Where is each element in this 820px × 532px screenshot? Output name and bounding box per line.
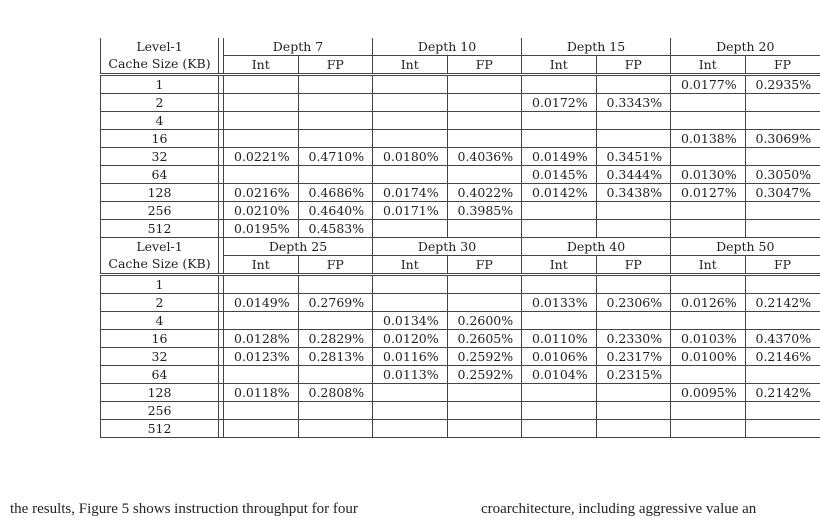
- fp-value-cell: [298, 166, 373, 184]
- fp-value-cell: [298, 420, 373, 438]
- table1-subheader-row: [101, 56, 820, 75]
- fp-value-cell: 0.2146%: [745, 348, 820, 366]
- int-value-cell: 0.0127%: [671, 184, 746, 202]
- int-value-cell: 0.0100%: [671, 348, 746, 366]
- fp-value-cell: 0.3444%: [596, 166, 671, 184]
- table-row: [101, 184, 820, 202]
- cache-size-cell: 16: [101, 130, 219, 148]
- int-value-cell: [224, 94, 299, 112]
- cache-size-cell: 4: [101, 112, 219, 130]
- fp-value-cell: [298, 112, 373, 130]
- fp-value-cell: [745, 366, 820, 384]
- int-value-cell: [224, 312, 299, 330]
- int-value-cell: 0.0116%: [373, 348, 448, 366]
- fp-value-cell: 0.2592%: [447, 366, 522, 384]
- fp-value-cell: [745, 402, 820, 420]
- int-value-cell: 0.0126%: [671, 294, 746, 312]
- fp-value-cell: [596, 384, 671, 402]
- table-row: [101, 330, 820, 348]
- int-value-cell: [522, 275, 597, 294]
- int-value-cell: 0.0149%: [224, 294, 299, 312]
- int-value-cell: [522, 402, 597, 420]
- fp-value-cell: 0.3050%: [745, 166, 820, 184]
- int-value-cell: [522, 112, 597, 130]
- int-value-cell: 0.0134%: [373, 312, 448, 330]
- fp-value-cell: [596, 202, 671, 220]
- fp-value-cell: [447, 112, 522, 130]
- fp-header: FP: [745, 56, 820, 75]
- body-text-left-column: the results, Figure 5 shows instruction throughput for four: [10, 501, 358, 517]
- int-value-cell: [373, 402, 448, 420]
- fp-value-cell: [447, 420, 522, 438]
- fp-value-cell: 0.3438%: [596, 184, 671, 202]
- int-value-cell: [522, 75, 597, 94]
- int-value-cell: [671, 220, 746, 238]
- fp-header: FP: [596, 256, 671, 275]
- fp-value-cell: [745, 420, 820, 438]
- fp-value-cell: [298, 275, 373, 294]
- int-value-cell: [671, 112, 746, 130]
- cache-size-cell: 64: [101, 166, 219, 184]
- int-value-cell: 0.0106%: [522, 348, 597, 366]
- table2-body: [101, 275, 820, 438]
- fp-value-cell: [745, 148, 820, 166]
- fp-value-cell: 0.2306%: [596, 294, 671, 312]
- int-header: Int: [671, 56, 746, 75]
- table-row: [101, 112, 820, 130]
- cache-size-cell: 16: [101, 330, 219, 348]
- fp-value-cell: 0.2592%: [447, 348, 522, 366]
- cache-size-cell: 512: [101, 420, 219, 438]
- fp-value-cell: 0.2813%: [298, 348, 373, 366]
- cache-size-cell: 512: [101, 220, 219, 238]
- cache-size-cell: 256: [101, 202, 219, 220]
- fp-value-cell: [745, 220, 820, 238]
- int-header: Int: [224, 256, 299, 275]
- int-value-cell: [224, 402, 299, 420]
- int-value-cell: 0.0110%: [522, 330, 597, 348]
- table-row: [101, 220, 820, 238]
- cache-size-cell: 1: [101, 275, 219, 294]
- fp-value-cell: [447, 166, 522, 184]
- fp-header: FP: [447, 56, 522, 75]
- int-value-cell: 0.0174%: [373, 184, 448, 202]
- fp-value-cell: 0.2317%: [596, 348, 671, 366]
- int-value-cell: 0.0177%: [671, 75, 746, 94]
- fp-header: FP: [596, 56, 671, 75]
- int-value-cell: [522, 312, 597, 330]
- int-value-cell: [224, 75, 299, 94]
- fp-value-cell: 0.4583%: [298, 220, 373, 238]
- table-row: [101, 348, 820, 366]
- table-row: [101, 94, 820, 112]
- fp-header: FP: [298, 256, 373, 275]
- body-text-right-column: croarchitecture, including aggressive value an: [481, 501, 757, 517]
- int-value-cell: [671, 312, 746, 330]
- cache-size-cell: 32: [101, 148, 219, 166]
- fp-value-cell: [298, 130, 373, 148]
- int-value-cell: [373, 384, 448, 402]
- fp-value-cell: [596, 220, 671, 238]
- fp-value-cell: 0.2315%: [596, 366, 671, 384]
- int-value-cell: 0.0104%: [522, 366, 597, 384]
- int-value-cell: [224, 420, 299, 438]
- table-row: [101, 420, 820, 438]
- table-row: [101, 402, 820, 420]
- depth-header: Depth 50: [671, 238, 820, 256]
- fp-value-cell: 0.2808%: [298, 384, 373, 402]
- depth-header: Depth 40: [522, 238, 671, 256]
- int-value-cell: [522, 220, 597, 238]
- int-value-cell: [671, 202, 746, 220]
- fp-header: FP: [745, 256, 820, 275]
- cache-size-header: Level-1: [101, 238, 219, 256]
- int-value-cell: 0.0210%: [224, 202, 299, 220]
- table2-header-row: [101, 238, 820, 256]
- fp-value-cell: 0.2330%: [596, 330, 671, 348]
- int-value-cell: [522, 420, 597, 438]
- fp-value-cell: [596, 312, 671, 330]
- fp-value-cell: 0.2935%: [745, 75, 820, 94]
- int-value-cell: 0.0103%: [671, 330, 746, 348]
- int-value-cell: [373, 420, 448, 438]
- int-value-cell: 0.0138%: [671, 130, 746, 148]
- table-row: [101, 130, 820, 148]
- fp-header: FP: [447, 256, 522, 275]
- table-row: [101, 75, 820, 94]
- fp-value-cell: [596, 420, 671, 438]
- fp-value-cell: 0.3069%: [745, 130, 820, 148]
- fp-value-cell: 0.3985%: [447, 202, 522, 220]
- fp-value-cell: 0.3047%: [745, 184, 820, 202]
- int-value-cell: 0.0216%: [224, 184, 299, 202]
- int-value-cell: [373, 130, 448, 148]
- depth-header: Depth 7: [224, 38, 373, 56]
- int-value-cell: [522, 202, 597, 220]
- cache-size-cell: 2: [101, 94, 219, 112]
- cache-size-cell: 256: [101, 402, 219, 420]
- fp-value-cell: [745, 312, 820, 330]
- fp-value-cell: 0.3451%: [596, 148, 671, 166]
- fp-value-cell: 0.4686%: [298, 184, 373, 202]
- fp-value-cell: 0.2769%: [298, 294, 373, 312]
- cache-size-cell: 64: [101, 366, 219, 384]
- int-value-cell: [373, 275, 448, 294]
- int-value-cell: [671, 402, 746, 420]
- fp-value-cell: [745, 94, 820, 112]
- fp-value-cell: [298, 402, 373, 420]
- int-value-cell: 0.0130%: [671, 166, 746, 184]
- int-value-cell: 0.0118%: [224, 384, 299, 402]
- fp-value-cell: [596, 75, 671, 94]
- depth-header: Depth 15: [522, 38, 671, 56]
- fp-value-cell: 0.4370%: [745, 330, 820, 348]
- int-value-cell: [373, 166, 448, 184]
- int-value-cell: [671, 366, 746, 384]
- int-value-cell: [671, 275, 746, 294]
- cache-size-cell: 128: [101, 184, 219, 202]
- int-value-cell: 0.0142%: [522, 184, 597, 202]
- fp-value-cell: [596, 402, 671, 420]
- fp-value-cell: [745, 202, 820, 220]
- table-row: [101, 366, 820, 384]
- fp-value-cell: [447, 294, 522, 312]
- int-header: Int: [224, 56, 299, 75]
- int-value-cell: [224, 275, 299, 294]
- int-header: Int: [671, 256, 746, 275]
- cache-depth-results-table: [100, 38, 820, 438]
- fp-value-cell: [745, 275, 820, 294]
- table-row: [101, 202, 820, 220]
- int-value-cell: 0.0128%: [224, 330, 299, 348]
- cache-size-header: Level-1: [101, 38, 219, 56]
- fp-value-cell: [745, 112, 820, 130]
- fp-value-cell: [447, 130, 522, 148]
- cache-size-cell: 32: [101, 348, 219, 366]
- fp-value-cell: 0.2142%: [745, 294, 820, 312]
- int-value-cell: 0.0120%: [373, 330, 448, 348]
- fp-value-cell: 0.4036%: [447, 148, 522, 166]
- int-value-cell: [224, 166, 299, 184]
- int-value-cell: [224, 130, 299, 148]
- fp-value-cell: [447, 75, 522, 94]
- int-header: Int: [522, 56, 597, 75]
- fp-value-cell: [596, 112, 671, 130]
- table-row: [101, 166, 820, 184]
- int-value-cell: [671, 94, 746, 112]
- fp-value-cell: 0.2600%: [447, 312, 522, 330]
- fp-value-cell: [447, 384, 522, 402]
- fp-value-cell: 0.4022%: [447, 184, 522, 202]
- table-row: [101, 294, 820, 312]
- table1-header-row: [101, 38, 820, 56]
- fp-value-cell: 0.4710%: [298, 148, 373, 166]
- depth-header: Depth 20: [671, 38, 820, 56]
- fp-value-cell: [298, 366, 373, 384]
- cache-size-cell: 4: [101, 312, 219, 330]
- int-value-cell: 0.0195%: [224, 220, 299, 238]
- cache-size-cell: 1: [101, 75, 219, 94]
- fp-header: FP: [298, 56, 373, 75]
- table-row: [101, 275, 820, 294]
- int-value-cell: [373, 75, 448, 94]
- fp-value-cell: 0.2605%: [447, 330, 522, 348]
- int-header: Int: [373, 256, 448, 275]
- cache-size-subheader: Cache Size (KB): [101, 256, 219, 275]
- int-value-cell: 0.0113%: [373, 366, 448, 384]
- results-table-container: [100, 38, 820, 438]
- int-header: Int: [373, 56, 448, 75]
- int-value-cell: [522, 384, 597, 402]
- int-value-cell: 0.0145%: [522, 166, 597, 184]
- cache-size-subheader: Cache Size (KB): [101, 56, 219, 75]
- table1-body: [101, 75, 820, 238]
- table-row: [101, 384, 820, 402]
- fp-value-cell: [596, 275, 671, 294]
- int-value-cell: [373, 294, 448, 312]
- int-value-cell: 0.0149%: [522, 148, 597, 166]
- fp-value-cell: [447, 220, 522, 238]
- int-value-cell: 0.0095%: [671, 384, 746, 402]
- fp-value-cell: [447, 94, 522, 112]
- depth-header: Depth 10: [373, 38, 522, 56]
- fp-value-cell: [298, 75, 373, 94]
- int-value-cell: 0.0221%: [224, 148, 299, 166]
- fp-value-cell: 0.3343%: [596, 94, 671, 112]
- fp-value-cell: 0.4640%: [298, 202, 373, 220]
- int-value-cell: 0.0171%: [373, 202, 448, 220]
- cache-size-cell: 2: [101, 294, 219, 312]
- cache-size-cell: 128: [101, 384, 219, 402]
- int-value-cell: [373, 220, 448, 238]
- depth-header: Depth 30: [373, 238, 522, 256]
- fp-value-cell: [596, 130, 671, 148]
- int-value-cell: [373, 112, 448, 130]
- int-value-cell: [373, 94, 448, 112]
- table-row: [101, 312, 820, 330]
- int-header: Int: [522, 256, 597, 275]
- int-value-cell: [671, 420, 746, 438]
- int-value-cell: [224, 112, 299, 130]
- fp-value-cell: 0.2142%: [745, 384, 820, 402]
- int-value-cell: [671, 148, 746, 166]
- fp-value-cell: [298, 312, 373, 330]
- fp-value-cell: [447, 402, 522, 420]
- fp-value-cell: 0.2829%: [298, 330, 373, 348]
- depth-header: Depth 25: [224, 238, 373, 256]
- table2-subheader-row: [101, 256, 820, 275]
- int-value-cell: [224, 366, 299, 384]
- fp-value-cell: [298, 94, 373, 112]
- int-value-cell: 0.0133%: [522, 294, 597, 312]
- int-value-cell: 0.0172%: [522, 94, 597, 112]
- int-value-cell: 0.0123%: [224, 348, 299, 366]
- int-value-cell: [522, 130, 597, 148]
- int-value-cell: 0.0180%: [373, 148, 448, 166]
- fp-value-cell: [447, 275, 522, 294]
- table-row: [101, 148, 820, 166]
